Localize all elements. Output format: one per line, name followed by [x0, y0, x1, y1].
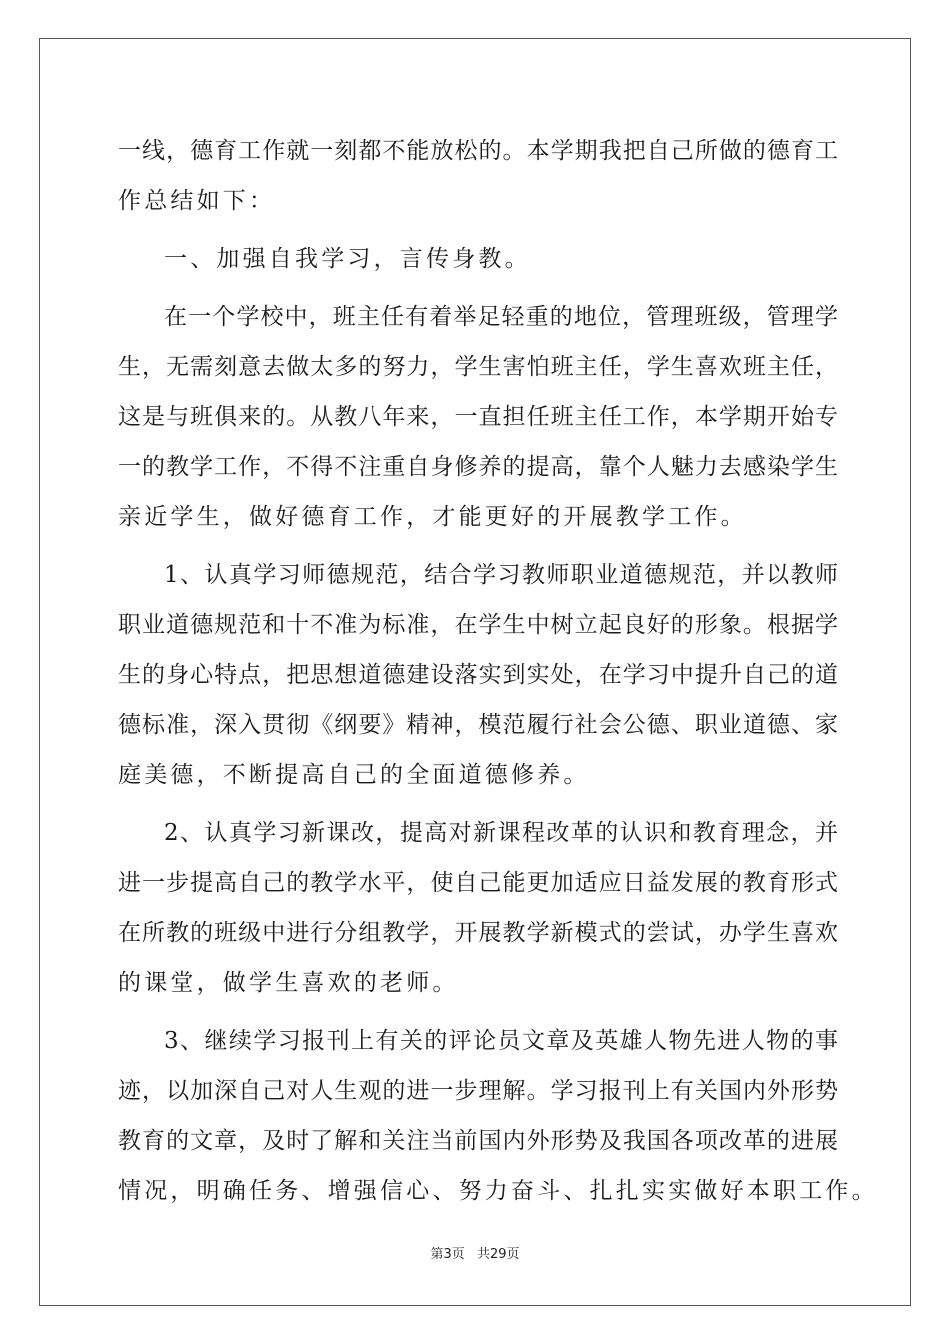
paragraph [118, 292, 838, 542]
paragraph [118, 808, 838, 1008]
text-line: 进一步提高自己的教学水平，使自己能更加适应日益发展的教育形式 [118, 870, 838, 896]
page-total: 共29页 [476, 1247, 520, 1262]
text-line: 3、继续学习报刊上有关的评论员文章及英雄人物先进人物的事 [164, 1028, 838, 1054]
text-line: 庭美德，不断提高自己的全面道德修养。 [118, 762, 590, 788]
text-line: 德标准，深入贯彻《纲要》精神，模范履行社会公德、职业道德、家 [118, 712, 838, 738]
text-line: 迹，以加深自己对人生观的进一步理解。学习报刊上有关国内外形势 [118, 1078, 838, 1104]
text-line: 生的身心特点，把思想道德建设落实到实处，在学习中提升自己的道 [118, 662, 838, 688]
page-number: 第3页 [430, 1247, 465, 1262]
document-body [118, 126, 878, 1216]
paragraph [118, 1016, 878, 1216]
text-line: 一线，德育工作就一刻都不能放松的。本学期我把自己所做的德育工 [118, 138, 838, 164]
text-line: 情况，明确任务、增强信心、努力奋斗、扎扎实实做好本职工作。 [118, 1178, 878, 1204]
section-heading [118, 234, 838, 284]
text-line: 1、认真学习师德规范，结合学习教师职业道德规范，并以教师 [164, 562, 838, 588]
text-line: 一的教学工作，不得不注重自身修养的提高，靠个人魅力去感染学生 [118, 454, 838, 480]
text-line: 作总结如下： [118, 188, 276, 214]
paragraph [118, 126, 838, 226]
text-line: 亲近学生，做好德育工作，才能更好的开展教学工作。 [118, 504, 747, 530]
text-line: 在所教的班级中进行分组教学，开展教学新模式的尝试，办学生喜欢 [118, 920, 838, 946]
text-line: 在一个学校中，班主任有着举足轻重的地位，管理班级，管理学 [164, 304, 838, 330]
text-line: 这是与班俱来的。从教八年来，一直担任班主任工作，本学期开始专 [118, 404, 838, 430]
paragraph [118, 550, 838, 800]
text-line: 生，无需刻意去做太多的努力，学生害怕班主任，学生喜欢班主任， [118, 354, 838, 380]
text-line: 职业道德规范和十不准为标准，在学生中树立起良好的形象。根据学 [118, 612, 838, 638]
text-line: 一、加强自我学习，言传身教。 [164, 246, 531, 272]
text-line: 的课堂，做学生喜欢的老师。 [118, 970, 459, 996]
text-line: 2、认真学习新课改，提高对新课程改革的认识和教育理念，并 [164, 820, 838, 846]
page-footer [0, 1243, 950, 1262]
text-line: 教育的文章，及时了解和关注当前国内外形势及我国各项改革的进展 [118, 1128, 838, 1154]
